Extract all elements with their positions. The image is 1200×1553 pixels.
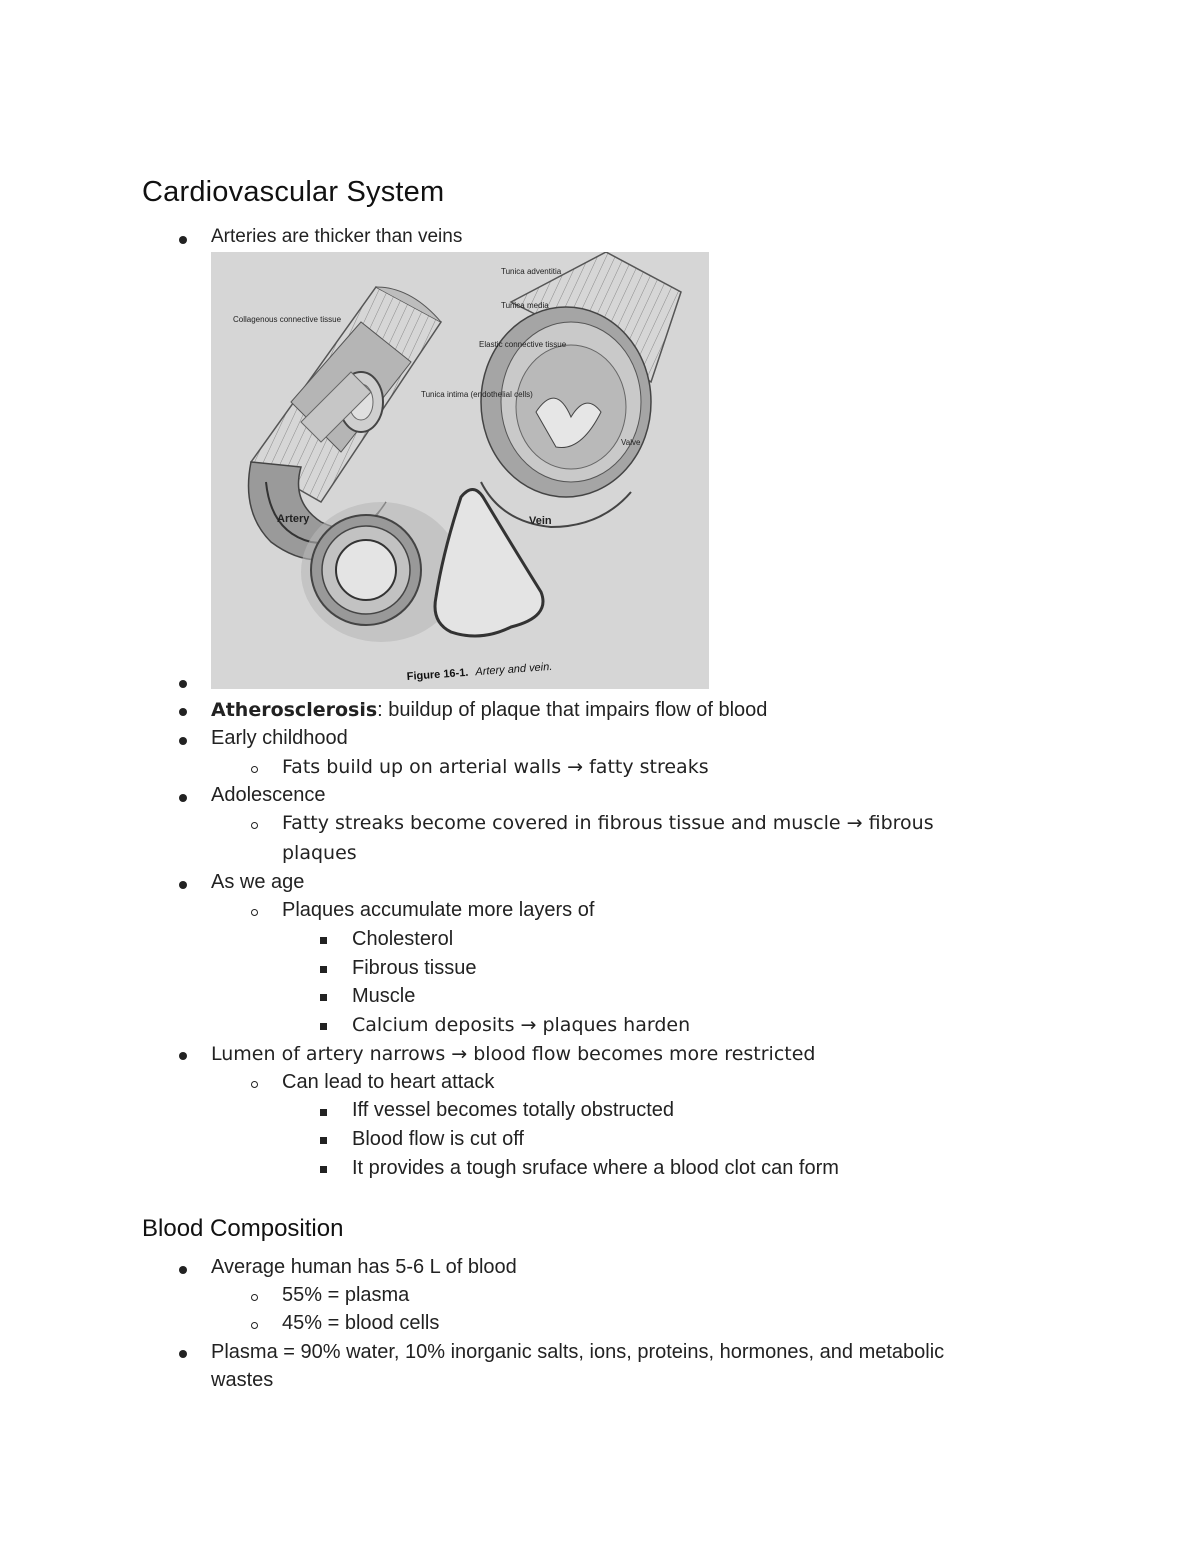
sub-sub-item-muscle: Muscle <box>352 985 416 1007</box>
sub-item-fatty-streaks: Fatty streaks become covered in fibrous tissue and muscle → fibrous <box>282 812 934 834</box>
list-item-adolescence: Adolescence <box>211 784 326 806</box>
bullet <box>179 794 187 802</box>
sub-bullet <box>251 909 258 916</box>
sub-sub-bullet <box>320 1137 327 1144</box>
sub-bullet <box>251 1322 258 1329</box>
bullet <box>179 881 187 889</box>
sub-sub-bullet <box>320 937 327 944</box>
sub-item-fatty-streaks-cont: plaques <box>282 842 357 864</box>
section-title-cardiovascular: Cardiovascular System <box>142 176 445 208</box>
list-item-arteries: Arteries are thicker than veins <box>211 226 463 247</box>
bullet <box>179 737 187 745</box>
sub-item-plasma-pct: 55% = plasma <box>282 1284 410 1306</box>
label-collagenous: Collagenous connective tissue <box>233 315 342 324</box>
bullet <box>179 708 187 716</box>
label-valve: Valve <box>621 438 641 447</box>
sub-sub-item-tough-surface: It provides a tough sruface where a blood clot can form <box>352 1157 839 1179</box>
bullet <box>179 1052 187 1060</box>
sub-sub-bullet <box>320 1109 327 1116</box>
figure-caption: Figure 16-1. Artery and vein. <box>406 660 553 683</box>
label-tunica-media: Tunica media <box>501 301 549 310</box>
bullet-empty <box>179 680 187 688</box>
sub-bullet <box>251 822 258 829</box>
list-item-early-childhood: Early childhood <box>211 727 348 749</box>
bullet <box>179 236 187 244</box>
sub-item-fats: Fats build up on arterial walls → fatty streaks <box>282 756 709 778</box>
sub-sub-bullet <box>320 994 327 1001</box>
sub-bullet <box>251 1294 258 1301</box>
label-artery: Artery <box>277 513 310 525</box>
list-item-lumen: Lumen of artery narrows → blood flow becomes more restricted <box>211 1043 816 1065</box>
list-item-atherosclerosis <box>211 696 767 724</box>
label-elastic: Elastic connective tissue <box>479 340 567 349</box>
list-item-plasma-cont: wastes <box>211 1369 274 1391</box>
list-item-average-blood: Average human has 5-6 L of blood <box>211 1256 517 1278</box>
artery-vein-figure <box>211 252 709 689</box>
sub-bullet <box>251 1081 258 1088</box>
sub-sub-item-cut-off: Blood flow is cut off <box>352 1128 524 1150</box>
bullet <box>179 1350 187 1358</box>
sub-item-plaques-accumulate: Plaques accumulate more layers of <box>282 899 595 921</box>
sub-item-heart-attack: Can lead to heart attack <box>282 1071 495 1093</box>
section-title-blood-composition: Blood Composition <box>142 1215 344 1242</box>
list-item-as-we-age: As we age <box>211 871 305 893</box>
label-vein: Vein <box>529 515 552 527</box>
sub-sub-item-obstructed: Iff vessel becomes totally obstructed <box>352 1099 675 1121</box>
sub-sub-item-fibrous-tissue: Fibrous tissue <box>352 957 477 979</box>
term-atherosclerosis: Atherosclerosis <box>211 699 378 721</box>
atherosclerosis-definition: : buildup of plaque that impairs flow of blood <box>377 699 768 721</box>
label-tunica-adventitia: Tunica adventitia <box>501 267 562 276</box>
sub-sub-item-calcium: Calcium deposits → plaques harden <box>352 1014 691 1036</box>
label-tunica-intima: Tunica intima (endothelial cells) <box>421 390 533 399</box>
sub-sub-bullet <box>320 1166 327 1173</box>
sub-bullet <box>251 766 258 773</box>
bullet <box>179 1266 187 1274</box>
sub-sub-bullet <box>320 966 327 973</box>
sub-sub-item-cholesterol: Cholesterol <box>352 928 454 950</box>
list-item-plasma: Plasma = 90% water, 10% inorganic salts, ions, proteins, hormones, and metabolic <box>211 1341 945 1363</box>
sub-sub-bullet <box>320 1023 327 1030</box>
sub-item-cells-pct: 45% = blood cells <box>282 1312 440 1334</box>
